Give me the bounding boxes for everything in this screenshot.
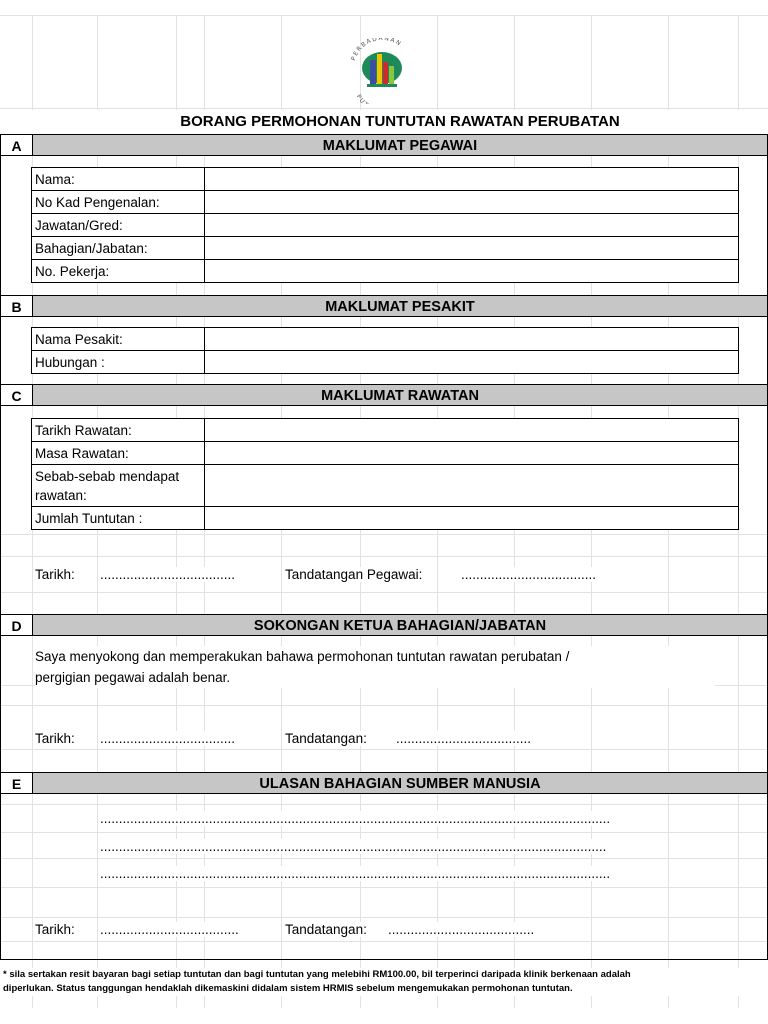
field-row-nama-pesakit bbox=[32, 328, 739, 351]
section-a-heading: MAKLUMAT PEGAWAI bbox=[32, 134, 768, 156]
section-a-fields-table bbox=[31, 167, 739, 283]
field-label: Nama: bbox=[32, 168, 205, 191]
gridline bbox=[0, 592, 768, 593]
gridline bbox=[0, 749, 768, 750]
logo-graphic bbox=[340, 38, 424, 104]
ulasan-line-2[interactable]: ....................................................................................................................................... bbox=[100, 839, 607, 854]
field-row-hubungan bbox=[32, 351, 739, 374]
field-row-no-kad-pengenalan bbox=[32, 191, 739, 214]
field-row-bahagian-jabatan bbox=[32, 237, 739, 260]
footnote-divider bbox=[0, 959, 768, 960]
section-c-sign-field[interactable]: .................................... bbox=[461, 567, 597, 582]
section-d-date-label: Tarikh: bbox=[35, 731, 75, 746]
gridline bbox=[0, 832, 768, 833]
section-c-heading: MAKLUMAT RAWATAN bbox=[32, 384, 768, 406]
jumlah-tuntutan-input-cell[interactable] bbox=[205, 507, 739, 530]
field-label: Jawatan/Gred: bbox=[32, 214, 205, 237]
section-b-fields-table bbox=[31, 327, 739, 374]
field-row-sebab-rawatan bbox=[32, 465, 739, 507]
frame-left-border bbox=[0, 134, 1, 960]
section-c-date-field[interactable]: .................................... bbox=[100, 567, 236, 582]
section-c-letter: C bbox=[0, 384, 32, 406]
section-d-heading: SOKONGAN KETUA BAHAGIAN/JABATAN bbox=[32, 614, 768, 636]
section-d-letter: D bbox=[0, 614, 32, 636]
gridline bbox=[0, 108, 768, 109]
field-row-nama bbox=[32, 168, 739, 191]
section-d-date-field[interactable]: .................................... bbox=[100, 731, 236, 746]
section-b-letter: B bbox=[0, 295, 32, 317]
field-row-jawatan-gred bbox=[32, 214, 739, 237]
field-row-masa-rawatan bbox=[32, 442, 739, 465]
field-label: Jumlah Tuntutan : bbox=[32, 507, 205, 530]
ulasan-line-1[interactable]: ........................................................................................................................................ bbox=[100, 811, 611, 826]
masa-rawatan-input-cell[interactable] bbox=[205, 442, 739, 465]
field-row-jumlah-tuntutan bbox=[32, 507, 739, 530]
footnote bbox=[3, 968, 765, 996]
statement-line: Saya menyokong dan memperakukan bahawa permohonan tuntutan rawatan perubatan / bbox=[35, 649, 570, 664]
section-e-letter: E bbox=[0, 772, 32, 794]
nama-pesakit-input-cell[interactable] bbox=[205, 328, 739, 351]
footnote-line: * sila sertakan resit bayaran bagi setiap tuntutan dan bagi tuntutan yang melebihi RM100.00, bil terperinci daripada klinik berkenaan adalah bbox=[3, 969, 631, 980]
section-e-heading: ULASAN BAHAGIAN SUMBER MANUSIA bbox=[32, 772, 768, 794]
section-d-sign-field[interactable]: .................................... bbox=[396, 731, 532, 746]
section-e-date-label: Tarikh: bbox=[35, 922, 75, 937]
form-title: BORANG PERMOHONAN TUNTUTAN RAWATAN PERUBATAN bbox=[32, 110, 768, 134]
field-label: Sebab-sebab mendapat rawatan: bbox=[32, 465, 205, 507]
section-e-sign-field[interactable]: ....................................... bbox=[388, 922, 535, 937]
gridline bbox=[0, 534, 768, 535]
section-c-fields-table bbox=[31, 418, 739, 530]
no-kad-pengenalan-input-cell[interactable] bbox=[205, 191, 739, 214]
section-c-date-label: Tarikh: bbox=[35, 567, 75, 582]
gridline bbox=[0, 556, 768, 557]
field-label: No Kad Pengenalan: bbox=[32, 191, 205, 214]
section-d-statement bbox=[35, 646, 715, 688]
section-a-letter: A bbox=[0, 134, 32, 156]
sebab-rawatan-input-cell[interactable] bbox=[205, 465, 739, 507]
svg-text:PUTRAJAYA: PU bbox=[354, 93, 367, 104]
field-label: Masa Rawatan: bbox=[32, 442, 205, 465]
section-e-date-field[interactable]: ..................................... bbox=[100, 922, 239, 937]
tarikh-rawatan-input-cell[interactable] bbox=[205, 419, 739, 442]
field-label: Nama Pesakit: bbox=[32, 328, 205, 351]
gridline bbox=[0, 941, 768, 942]
nama-input-cell[interactable] bbox=[205, 168, 739, 191]
svg-text:PERBADANAN: PERBADANAN bbox=[350, 38, 404, 62]
gridline bbox=[0, 804, 768, 805]
hubungan-input-cell[interactable] bbox=[205, 351, 739, 374]
field-row-no-pekerja bbox=[32, 260, 739, 283]
bahagian-jabatan-input-cell[interactable] bbox=[205, 237, 739, 260]
jawatan-gred-input-cell[interactable] bbox=[205, 214, 739, 237]
field-row-tarikh-rawatan bbox=[32, 419, 739, 442]
no-pekerja-input-cell[interactable] bbox=[205, 260, 739, 283]
ulasan-line-3[interactable]: ........................................................................................................................................ bbox=[100, 866, 611, 881]
field-label: No. Pekerja: bbox=[32, 260, 205, 283]
field-label: Bahagian/Jabatan: bbox=[32, 237, 205, 260]
gridline bbox=[0, 887, 768, 888]
gridline bbox=[0, 15, 768, 16]
field-label: Hubungan : bbox=[32, 351, 205, 374]
gridline bbox=[0, 858, 768, 859]
gridline bbox=[0, 705, 768, 706]
perbadanan-putrajaya-logo bbox=[340, 38, 424, 104]
field-label: Tarikh Rawatan: bbox=[32, 419, 205, 442]
footnote-line: diperlukan. Status tanggungan hendaklah dikemaskini didalam sistem HRMIS sebelum mengemukakan permohonan tuntutan. bbox=[3, 983, 573, 994]
section-d-sign-label: Tandatangan: bbox=[285, 731, 367, 746]
section-c-sign-label: Tandatangan Pegawai: bbox=[285, 567, 423, 582]
statement-line: pergigian pegawai adalah benar. bbox=[35, 670, 231, 685]
section-b-heading: MAKLUMAT PESAKIT bbox=[32, 295, 768, 317]
gridline bbox=[0, 917, 768, 918]
section-e-sign-label: Tandatangan: bbox=[285, 922, 367, 937]
